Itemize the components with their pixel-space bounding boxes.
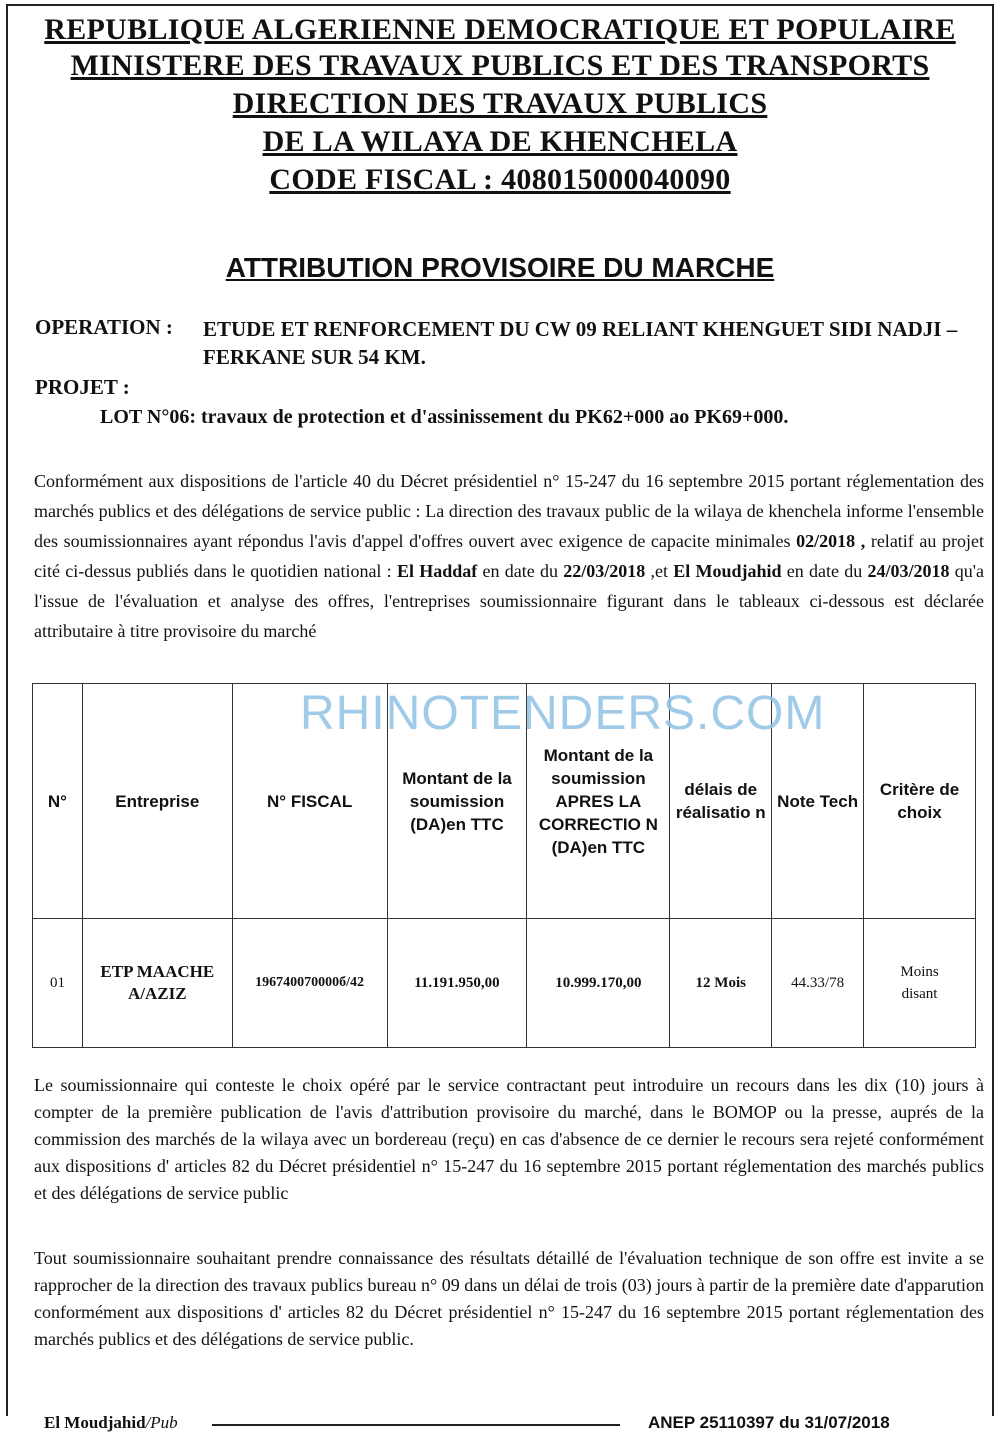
intro-paragraph: Conformément aux dispositions de l'article 40 du Décret présidentiel n° 15-247 du 16 septembre 2015 portant réglementation des marchés publics et des délégations de service public : La direction des travaux public de la wilaya de khenchela informe l'ensemble des soumissionnaires ayant répondus l'avis d'appel d'offres ouvert avec exigence de capacite minimales 02/2018 , relatif au projet cité ci-dessus publiés dans le quotidien national : El Haddaf en date du 22/03/2018 ,et El Moudjahid en date du 24/03/2018 qu'a l'issue de l'évaluation et analyse des offres, l'entreprises soumissionnaire figurant dans le tableaux ci-dessous est déclarée attributaire à titre provisoire du marché — [34, 471, 984, 641]
header-line-direction: DIRECTION DES TRAVAUX PUBLICS — [232, 87, 768, 120]
col-header-entreprise: Entreprise — [82, 684, 232, 919]
operation-text: ETUDE ET RENFORCEMENT DU CW 09 RELIANT KHENGUET SIDI NADJI – FERKANE SUR 54 KM. — [203, 317, 958, 369]
table-header-row — [33, 684, 976, 919]
cell-note: 44.33/78 — [772, 919, 864, 1048]
col-header-note: Note Tech — [772, 684, 864, 919]
cell-entreprise: ETP MAACHE A/AZIZ — [82, 919, 232, 1048]
header-line-republique: REPUBLIQUE ALGERIENNE DEMOCRATIQUE ET POPULAIRE — [44, 13, 956, 46]
header-line-ministere: MINISTERE DES TRAVAUX PUBLICS ET DES TRANSPORTS — [70, 49, 930, 82]
col-header-montant: Montant de la soumission (DA)en TTC — [387, 684, 527, 919]
col-header-fiscal: N° FISCAL — [232, 684, 387, 919]
operation-label: OPERATION : — [35, 315, 173, 339]
col-header-montant-correction: Montant de la soumission APRES LA CORRECTIO N (DA)en TTC — [527, 684, 670, 919]
footer-rule — [212, 1424, 620, 1426]
col-header-critere: Critère de choix — [864, 684, 976, 919]
header-line-code-fiscal: CODE FISCAL : 408015000040090 — [269, 163, 731, 196]
cell-num: 01 — [33, 919, 83, 1048]
projet-label: PROJET : — [35, 375, 130, 399]
document-title: ATTRIBUTION PROVISOIRE DU MARCHE — [225, 252, 775, 283]
footer-anep-reference: ANEP 25110397 du 31/07/2018 — [648, 1413, 890, 1432]
recours-paragraph: Le soumissionnaire qui conteste le choix opéré par le service contractant peut introduire un recours dans les dix (10) jours à compter de la première publication de l'avis d'attribution provisoire du marché, dans le BOMOP ou la presse, auprés de la commission des marchés de la wilaya avec un bordereau (reçu) en cas d'absence de ce dernier le recours sera rejeté conformément aux dispositions d' articles 82 du Décret présidentiel n° 15-247 du 16 septembre 2015 portant réglementation des marchés publics et des délégations de service public — [34, 1075, 984, 1203]
col-header-num: N° — [33, 684, 83, 919]
cell-delai: 12 Mois — [670, 919, 772, 1048]
lot-description: LOT N°06: travaux de protection et d'assinissement du PK62+000 ao PK69+000. — [100, 406, 789, 428]
consultation-paragraph: Tout soumissionnaire souhaitant prendre connaissance des résultats détaillé de l'évaluation technique de son offre est invite a se rapprocher de la direction des travaux publics bureau n° 09 dans un délai de trois (03) jours à partir de la première date d'apparution conformément aux dispositions d' articles 82 du Décret présidentiel n° 15-247 du 16 septembre 2015 portant réglementation des marchés publics et des délégations de service public. — [34, 1248, 984, 1349]
attribution-table — [32, 683, 976, 1048]
cell-critere: Moins disant — [864, 919, 976, 1048]
watermark-text: RHINOTENDERS.COM — [300, 687, 826, 740]
table-row — [33, 919, 976, 1048]
col-header-delai: délais de réalisatio n — [670, 684, 772, 919]
footer-publication: El Moudjahid/Pub — [44, 1413, 178, 1432]
header-line-wilaya: DE LA WILAYA DE KHENCHELA — [262, 125, 738, 158]
cell-montant-correction: 10.999.170,00 — [527, 919, 670, 1048]
cell-montant: 11.191.950,00 — [387, 919, 527, 1048]
cell-fiscal: 196740070000б/42 — [232, 919, 387, 1048]
